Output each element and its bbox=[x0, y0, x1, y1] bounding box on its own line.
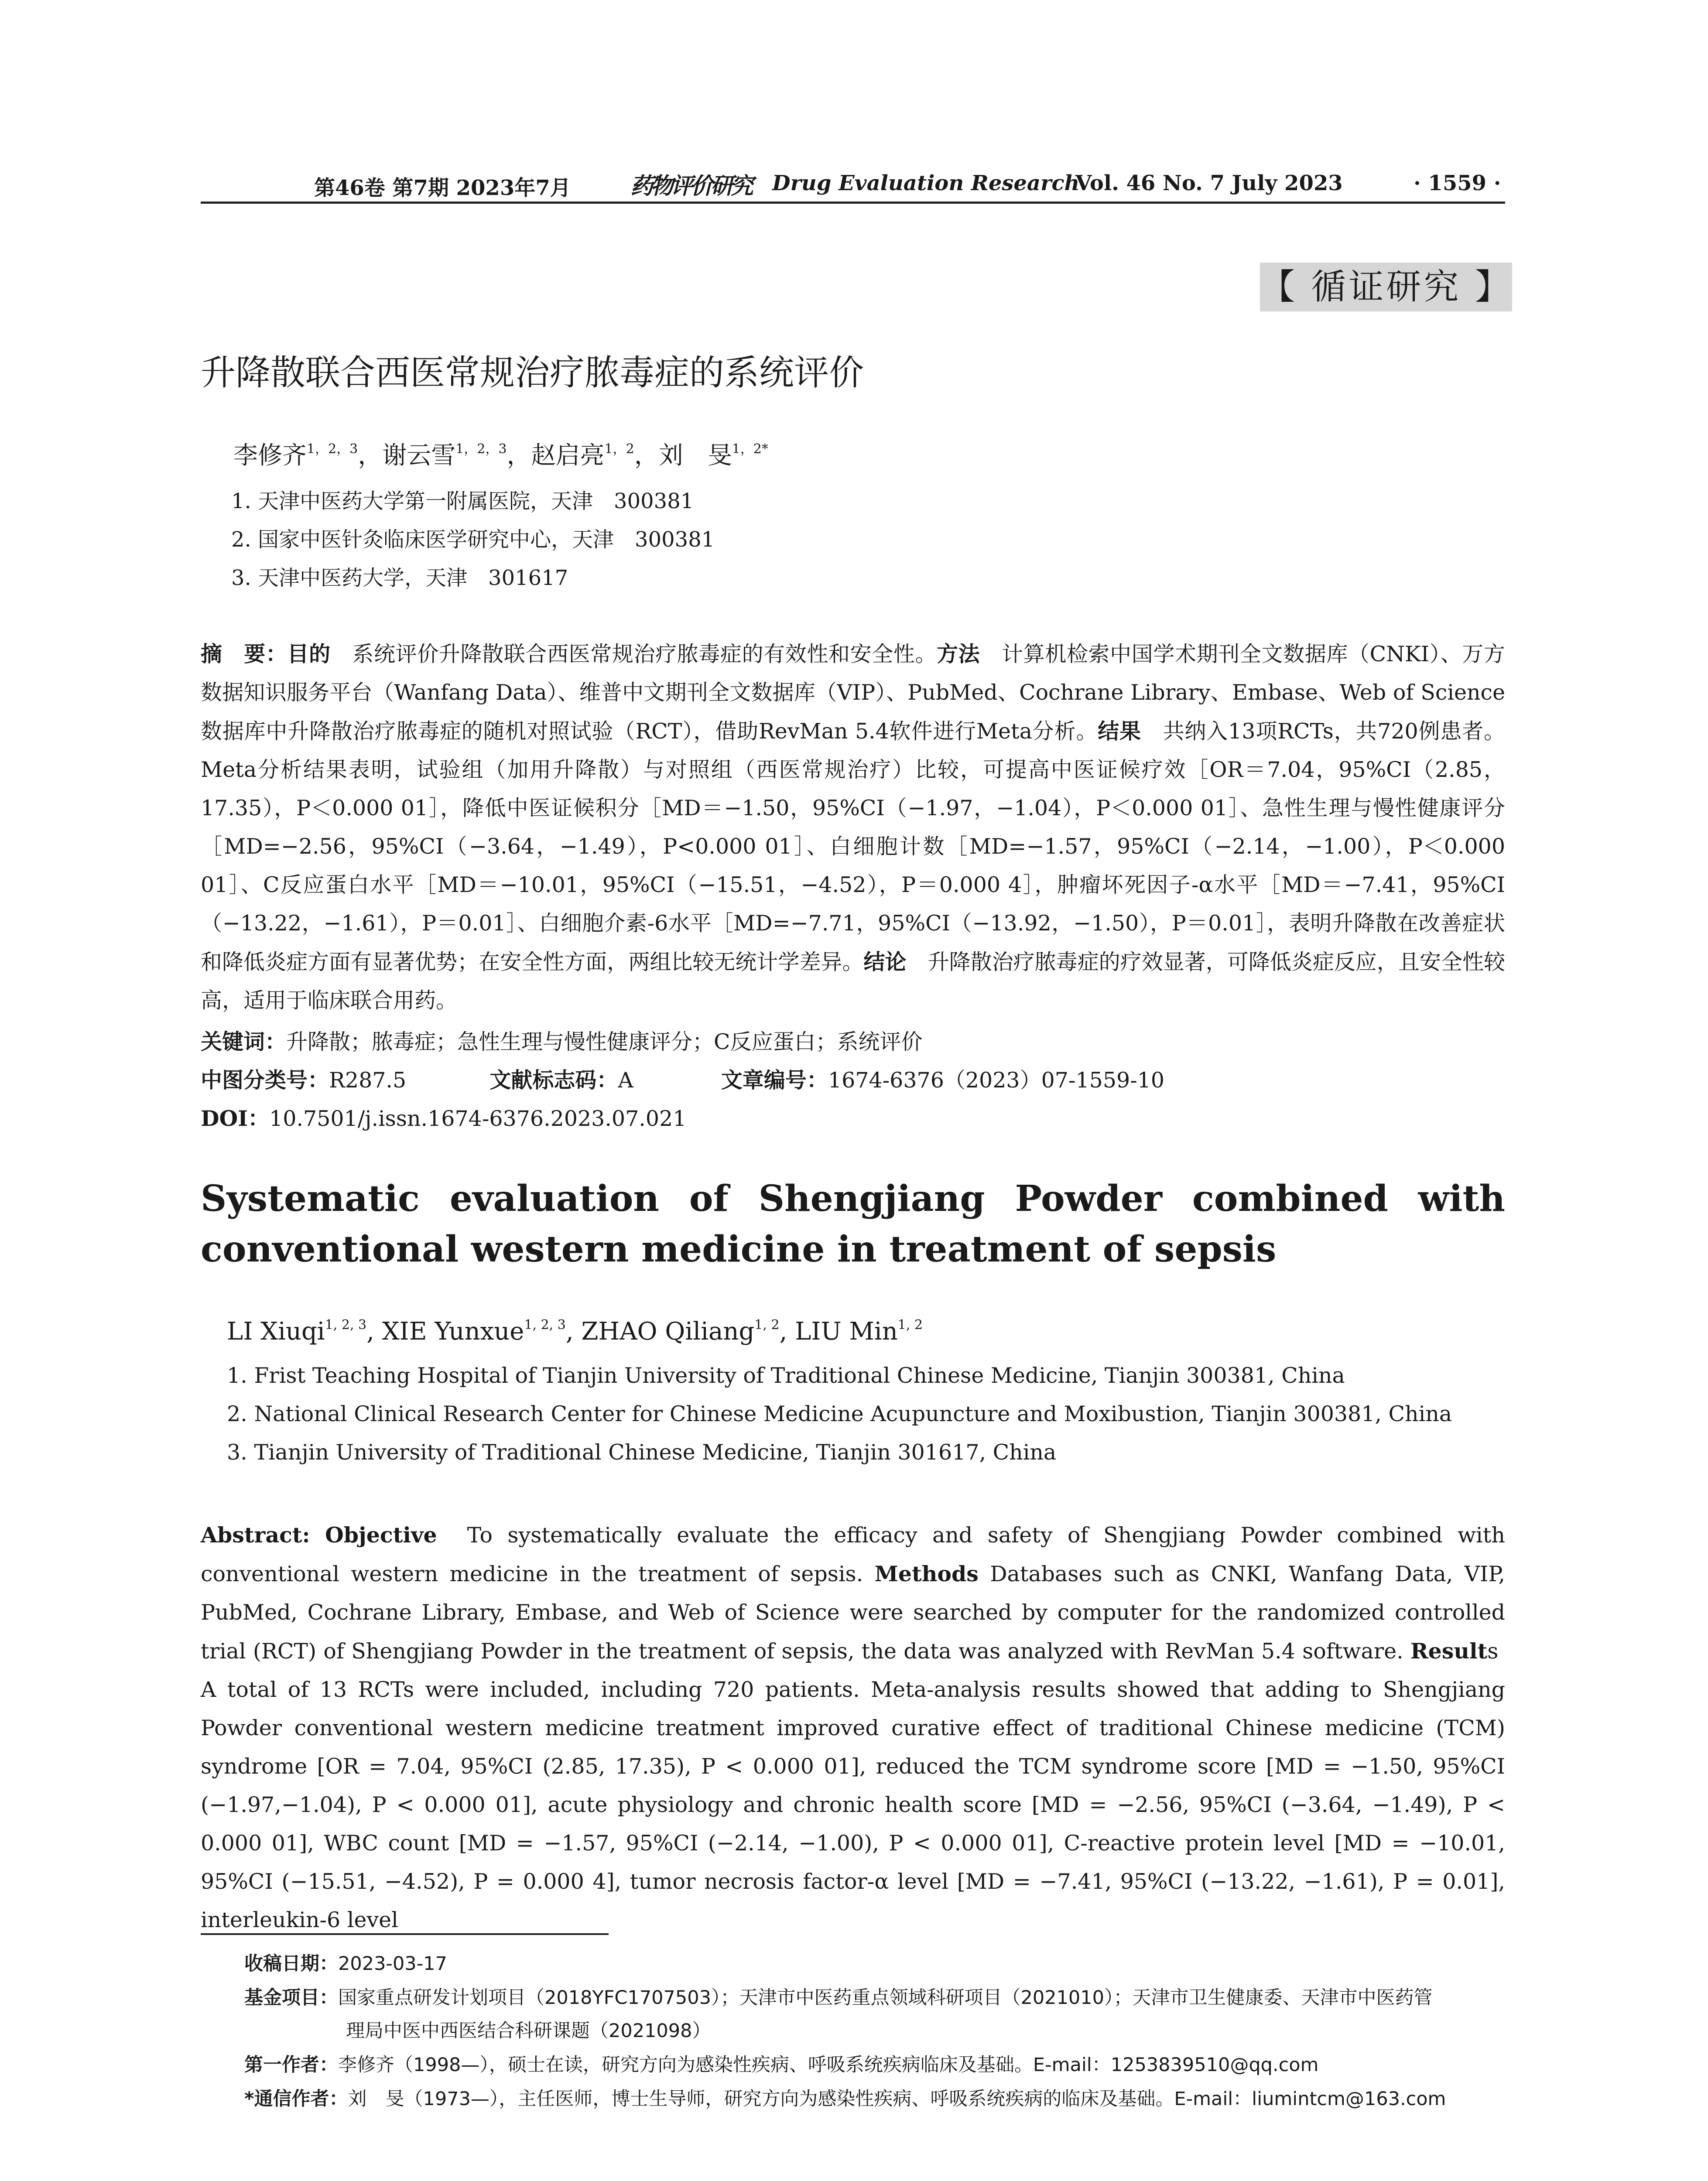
affiliation-en-1: 1. Frist Teaching Hospital of Tianjin University of Traditional Chinese Medicine, Tianjin 300381, China bbox=[227, 1363, 1345, 1388]
author-affiliation-sup: 1，2 bbox=[604, 441, 634, 457]
header-page-number: · 1559 · bbox=[1414, 171, 1501, 195]
article-number-label: 文章编号： bbox=[721, 1067, 828, 1093]
fund-text: 国家重点研发计划项目（2018YFC1707503）；天津市中医药重点领域科研项目（2021010）；天津市卫生健康委、天津市中医药管 bbox=[338, 1987, 1433, 2009]
results-text-en: A total of 13 RCTs were included, including 720 patients. Meta-analysis results showed that adding to Shengjiang Powder conventional western medicine treatment improved curative effect of traditional Chinese medicine (TCM) syndrome [OR = 7.04, 95%CI (2.85, 17.35), P < 0.000 01], reduced the TCM syndrome score [MD = −1.50, 95%CI (−1.97,−1.04), P < 0.000 01], acute physiology and chronic health score [MD = −2.56, 95%CI (−3.64, −1.49), P < 0.000 01], WBC count [MD = −1.57, 95%CI (−2.14, −1.00), P < 0.000 01], C-reactive protein level [MD = −10.01, 95%CI (−15.51, −4.52), P = 0.000 4], tumor necrosis factor-α level [MD = −7.41, 95%CI (−13.22, −1.61), P = 0.01], interleukin-6 level bbox=[201, 1677, 1505, 1932]
affiliation-cn-2: 2. 国家中医针灸临床医学研究中心，天津 300381 bbox=[231, 527, 715, 552]
header-journal-en: Drug Evaluation Research bbox=[772, 171, 1080, 195]
objective-text-en: To systematically evaluate the efficacy and safety of Shengjiang Powder combined with conventional western medicine in the treatment of sepsis. bbox=[201, 1523, 1505, 1586]
footnote-rule bbox=[201, 1933, 609, 1935]
received-value: 2023-03-17 bbox=[338, 1953, 447, 1975]
author-name: 谢云雪 bbox=[382, 441, 456, 470]
author-affiliation-sup-en: 1, 2 bbox=[754, 1317, 780, 1333]
doi-value: 10.7501/j.issn.1674-6376.2023.07.021 bbox=[269, 1106, 687, 1131]
keywords-label: 关键词： bbox=[201, 1029, 287, 1054]
doc-code-label: 文献标志码： bbox=[489, 1067, 618, 1093]
author-name: 赵启亮 bbox=[531, 441, 605, 470]
author-affiliation-sup-en: 1, 2, 3 bbox=[325, 1317, 367, 1333]
authors-en: LI Xiuqi$^{1, 2, 3}$, XIE Yunxue$^{1, 2, 3}$, ZHAO Qiliang$^{1, 2}$, LIU Min$^{1, 2}$ bbox=[227, 1317, 923, 1346]
authors-cn: 李修齐$^{1,2,3}$，谢云雪$^{1,2,3}$，赵启亮$^{1,2}$，刘 旻$^{1,2*}$ bbox=[233, 441, 768, 470]
abstract-cn bbox=[201, 635, 1505, 1020]
methods-label-en: Methods bbox=[874, 1561, 979, 1586]
results-text: 共纳入13项RCTs，共720例患者。Meta分析结果表明，试验组（加用升降散）与对照组（西医常规治疗）比较，可提高中医证候疗效［OR＝7.04，95%CI（2.85，17.35），P＜0.000 01］，降低中医证候积分［MD＝−1.50，95%CI（−1.97，−1.04），P＜0.000 01］、急性生理与慢性健康评分［MD=−2.56，95%CI（−3.64，−1.49），P<0.000 01］、白细胞计数［MD=−1.57，95%CI（−2.14，−1.00），P＜0.000 01］、C反应蛋白水平［MD＝−10.01，95%CI（−15.51，−4.52），P＝0.000 4］，肿瘤坏死因子-α水平［MD＝−7.41，95%CI（−13.22，−1.61），P＝0.01］、白细胞介素-6水平［MD=−7.71，95%CI（−13.92，−1.50），P＝0.01］，表明升降散在改善症状和降低炎症方面有显著优势；在安全性方面，两组比较无统计学差异。 bbox=[201, 719, 1505, 974]
journal-logo: 药物评价研究 bbox=[630, 173, 751, 199]
doi-label: DOI： bbox=[201, 1106, 270, 1131]
methods-label: 方法 bbox=[937, 641, 980, 667]
abstract-en-label: Abstract: bbox=[201, 1522, 310, 1548]
objective-text: 系统评价升降散联合西医常规治疗脓毒症的有效性和安全性。 bbox=[352, 642, 937, 667]
affiliation-cn-1: 1. 天津中医药大学第一附属医院，天津 300381 bbox=[231, 489, 694, 513]
fund-label: 基金项目： bbox=[244, 1987, 338, 2009]
first-author-label: 第一作者： bbox=[244, 2054, 338, 2076]
article-number-value: 1674-6376（2023）07-1559-10 bbox=[828, 1068, 1165, 1093]
keywords bbox=[201, 1025, 923, 1056]
author-name-en: XIE Yunxue bbox=[382, 1317, 524, 1346]
objective-label: 目的 bbox=[287, 641, 331, 667]
conclusion-label: 结论 bbox=[863, 949, 907, 974]
methods-text: 计算机检索中国学术期刊全文数据库（CNKI）、万方数据知识服务平台（Wanfang Data）、维普中文期刊全文数据库（VIP）、PubMed、Cochrane Library、Embase、Web of Science数据库中升降散治疗脓毒症的随机对照试验（RCT），借助RevMan 5.4软件进行Meta分析。 bbox=[201, 642, 1505, 744]
first-author-note bbox=[244, 2050, 1318, 2077]
doi bbox=[201, 1102, 686, 1132]
received-date bbox=[244, 1949, 447, 1976]
author-affiliation-sup: 1，2* bbox=[732, 441, 768, 457]
objective-label-en: Objective bbox=[325, 1522, 437, 1548]
classification bbox=[201, 1063, 1164, 1094]
results-label: 结果 bbox=[1098, 718, 1141, 744]
fund-line-2: 理局中医中西医结合科研课题（2021098） bbox=[346, 2020, 711, 2042]
author-name-en: LI Xiuqi bbox=[227, 1317, 325, 1346]
affiliation-cn-3: 3. 天津中医药大学，天津 301617 bbox=[231, 566, 568, 590]
author-name-en: ZHAO Qiliang bbox=[581, 1317, 755, 1346]
received-label: 收稿日期： bbox=[244, 1953, 338, 1975]
header-volume-en: Vol. 46 No. 7 July 2023 bbox=[1075, 171, 1343, 195]
author-name: 刘 旻 bbox=[658, 441, 732, 470]
author-name: 李修齐 bbox=[233, 441, 307, 470]
results-label-suffix-en: s bbox=[1487, 1639, 1499, 1664]
affiliation-en-2: 2. National Clinical Research Center for Chinese Medicine Acupuncture and Moxibustion, Tianjin 300381, China bbox=[227, 1402, 1452, 1426]
methods-text-en: Databases such as CNKI, Wanfang Data, VIP, PubMed, Cochrane Library, Embase, and Web of Science were searched by computer for the randomized controlled trial (RCT) of Shengjiang Powder in the treatment of sepsis, the data was analyzed with RevMan 5.4 software. bbox=[201, 1562, 1506, 1664]
author-name-en: LIU Min bbox=[795, 1317, 898, 1346]
first-author-text: 李修齐（1998—），硕士在读，研究方向为感染性疾病、呼吸系统疾病临床及基础。E-mail：1253839510@qq.com bbox=[338, 2054, 1319, 2076]
corresponding-text: 刘 旻（1973—），主任医师，博士生导师，研究方向为感染性疾病、呼吸系统疾病的临床及基础。E-mail：liumintcm@163.com bbox=[348, 2088, 1446, 2110]
clc-label: 中图分类号： bbox=[201, 1067, 329, 1093]
corresponding-label: *通信作者： bbox=[244, 2088, 348, 2110]
clc-value: R287.5 bbox=[329, 1068, 407, 1093]
keywords-text: 升降散；脓毒症；急性生理与慢性健康评分；C反应蛋白；系统评价 bbox=[286, 1029, 923, 1054]
results-label-en: Result bbox=[1410, 1638, 1488, 1664]
conclusion-text: 升降散治疗脓毒症的疗效显著，可降低炎症反应，且安全性较高，适用于临床联合用药。 bbox=[201, 950, 1505, 1013]
corresponding-author-note bbox=[244, 2084, 1446, 2111]
abstract-en bbox=[201, 1516, 1505, 1939]
abstract-cn-label: 摘 要： bbox=[201, 641, 288, 667]
author-affiliation-sup: 1，2，3 bbox=[307, 441, 358, 457]
header-volume-cn: 第46卷 第7期 2023年7月 bbox=[314, 176, 571, 200]
author-affiliation-sup-en: 1, 2 bbox=[897, 1317, 923, 1333]
doc-code-value: A bbox=[618, 1068, 633, 1093]
title-cn: 升降散联合西医常规治疗脓毒症的系统评价 bbox=[201, 352, 864, 393]
author-affiliation-sup-en: 1, 2, 3 bbox=[524, 1317, 566, 1333]
affiliation-en-3: 3. Tianjin University of Traditional Chinese Medicine, Tianjin 301617, China bbox=[227, 1440, 1057, 1465]
author-affiliation-sup: 1，2，3 bbox=[455, 441, 507, 457]
header-rule bbox=[201, 202, 1505, 204]
fund-line-1 bbox=[244, 1983, 1432, 2010]
section-tag: 【 循证研究 】 bbox=[1260, 263, 1512, 311]
title-en: Systematic evaluation of Shengjiang Powder combined with conventional western medicine in treatment of sepsis bbox=[201, 1178, 1505, 1270]
